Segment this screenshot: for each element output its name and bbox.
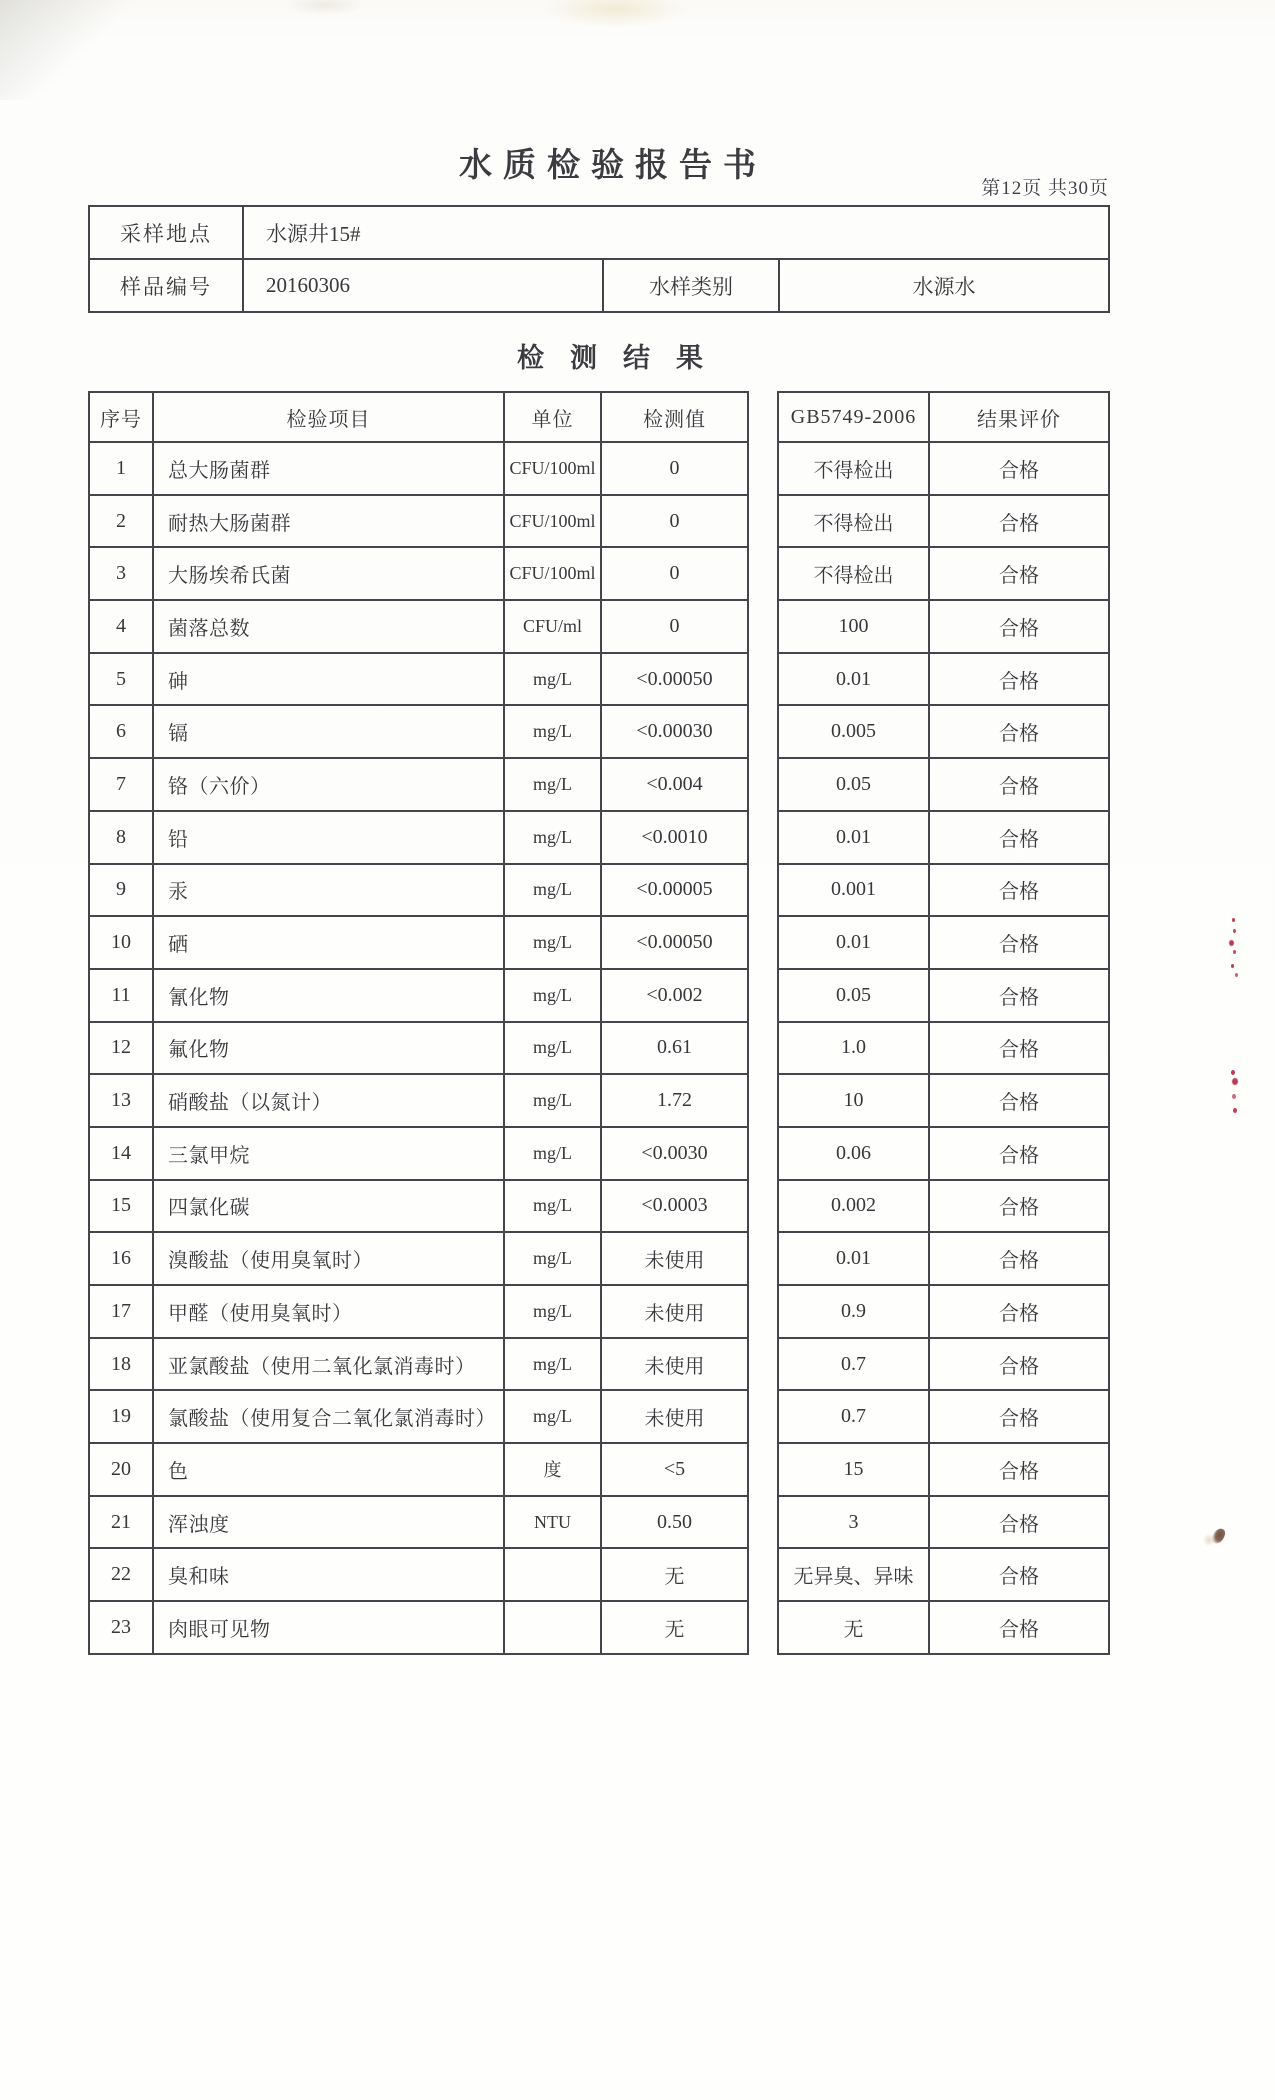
value-cell: <0.0030 — [601, 1127, 748, 1180]
unit-cell: mg/L — [504, 916, 601, 969]
page-indicator: 第12页 共30页 — [981, 178, 1109, 199]
item-cell: 浑浊度 — [153, 1496, 504, 1549]
result-cell: 合格 — [929, 916, 1109, 969]
result-row-right — [778, 1548, 1109, 1601]
value-cell: 未使用 — [601, 1338, 748, 1391]
value-cell: 0 — [601, 495, 748, 548]
sample-number-label: 样品编号 — [89, 259, 243, 312]
item-cell: 四氯化碳 — [153, 1180, 504, 1233]
result-row-right — [778, 916, 1109, 969]
result-row-left — [89, 1443, 748, 1496]
result-row-left — [89, 1338, 748, 1391]
sample-info-table — [88, 205, 1110, 313]
result-row-right — [778, 1022, 1109, 1075]
row-no-cell: 16 — [89, 1232, 153, 1285]
sampling-location-label: 采样地点 — [89, 206, 243, 259]
unit-cell: CFU/100ml — [504, 547, 601, 600]
value-cell: 0 — [601, 600, 748, 653]
result-row-right — [778, 547, 1109, 600]
row-no-cell: 4 — [89, 600, 153, 653]
unit-cell: mg/L — [504, 653, 601, 706]
row-no-cell: 6 — [89, 705, 153, 758]
red-ink-speck-cluster — [1232, 918, 1235, 922]
result-row-left — [89, 653, 748, 706]
result-row-right — [778, 442, 1109, 495]
result-cell: 合格 — [929, 547, 1109, 600]
result-row-left — [89, 495, 748, 548]
unit-cell: mg/L — [504, 705, 601, 758]
item-cell: 色 — [153, 1443, 504, 1496]
result-row-right — [778, 1496, 1109, 1549]
result-row-left — [89, 811, 748, 864]
result-row-right — [778, 1127, 1109, 1180]
row-no-cell: 19 — [89, 1390, 153, 1443]
result-cell: 合格 — [929, 1443, 1109, 1496]
unit-cell: mg/L — [504, 1074, 601, 1127]
unit-cell: mg/L — [504, 1390, 601, 1443]
scan-corner-shade — [0, 0, 150, 100]
item-cell: 溴酸盐（使用臭氧时） — [153, 1232, 504, 1285]
scan-smudge — [540, 0, 690, 28]
result-row-left — [89, 1390, 748, 1443]
row-no-cell: 10 — [89, 916, 153, 969]
limit-cell: 0.01 — [778, 1232, 929, 1285]
item-cell: 铬（六价） — [153, 758, 504, 811]
item-cell: 肉眼可见物 — [153, 1601, 504, 1654]
row-no-cell: 21 — [89, 1496, 153, 1549]
unit-cell: CFU/100ml — [504, 495, 601, 548]
result-row-right — [778, 811, 1109, 864]
row-no-cell: 18 — [89, 1338, 153, 1391]
result-row-left — [89, 1548, 748, 1601]
result-row-right — [778, 758, 1109, 811]
results-header-row-left — [89, 392, 748, 442]
result-row-left — [89, 1601, 748, 1654]
unit-cell: NTU — [504, 1496, 601, 1549]
item-cell: 总大肠菌群 — [153, 442, 504, 495]
result-cell: 合格 — [929, 1338, 1109, 1391]
item-cell: 硒 — [153, 916, 504, 969]
result-row-right — [778, 653, 1109, 706]
unit-cell: mg/L — [504, 1022, 601, 1075]
results-table-right — [777, 391, 1110, 1655]
row-no-cell: 15 — [89, 1180, 153, 1233]
limit-cell: 不得检出 — [778, 495, 929, 548]
value-cell: <0.002 — [601, 969, 748, 1022]
header-evaluation: 结果评价 — [929, 392, 1109, 442]
row-no-cell: 13 — [89, 1074, 153, 1127]
unit-cell: mg/L — [504, 1285, 601, 1338]
result-row-right — [778, 1285, 1109, 1338]
row-no-cell: 17 — [89, 1285, 153, 1338]
result-row-left — [89, 1022, 748, 1075]
red-ink-speck-cluster — [1231, 1070, 1235, 1075]
value-cell: 0.61 — [601, 1022, 748, 1075]
result-cell: 合格 — [929, 1601, 1109, 1654]
result-row-left — [89, 864, 748, 917]
row-no-cell: 20 — [89, 1443, 153, 1496]
unit-cell: CFU/100ml — [504, 442, 601, 495]
result-cell: 合格 — [929, 1390, 1109, 1443]
result-cell: 合格 — [929, 864, 1109, 917]
result-cell: 合格 — [929, 495, 1109, 548]
sample-type-value: 水源水 — [779, 259, 1109, 312]
result-row-left — [89, 1285, 748, 1338]
limit-cell: 不得检出 — [778, 442, 929, 495]
limit-cell: 0.002 — [778, 1180, 929, 1233]
result-row-left — [89, 1496, 748, 1549]
header-no: 序号 — [89, 392, 153, 442]
row-no-cell: 7 — [89, 758, 153, 811]
limit-cell: 不得检出 — [778, 547, 929, 600]
header-unit: 单位 — [504, 392, 601, 442]
sample-number-value: 20160306 — [243, 259, 603, 312]
header-value: 检测值 — [601, 392, 748, 442]
result-cell: 合格 — [929, 969, 1109, 1022]
limit-cell: 0.7 — [778, 1390, 929, 1443]
limit-cell: 0.01 — [778, 916, 929, 969]
unit-cell: mg/L — [504, 811, 601, 864]
item-cell: 甲醛（使用臭氧时） — [153, 1285, 504, 1338]
row-no-cell: 22 — [89, 1548, 153, 1601]
limit-cell: 0.001 — [778, 864, 929, 917]
result-row-right — [778, 1074, 1109, 1127]
unit-cell — [504, 1601, 601, 1654]
value-cell: 1.72 — [601, 1074, 748, 1127]
unit-cell: mg/L — [504, 1232, 601, 1285]
row-no-cell: 9 — [89, 864, 153, 917]
result-row-left — [89, 1127, 748, 1180]
result-row-left — [89, 705, 748, 758]
result-cell: 合格 — [929, 1232, 1109, 1285]
result-row-left — [89, 1180, 748, 1233]
limit-cell: 15 — [778, 1443, 929, 1496]
result-row-right — [778, 1601, 1109, 1654]
limit-cell: 100 — [778, 600, 929, 653]
result-row-right — [778, 1180, 1109, 1233]
result-row-left — [89, 547, 748, 600]
value-cell: <0.00005 — [601, 864, 748, 917]
result-row-left — [89, 1074, 748, 1127]
result-row-left — [89, 1232, 748, 1285]
result-row-left — [89, 600, 748, 653]
report-title: 水质检验报告书 — [459, 148, 767, 184]
header-item: 检验项目 — [153, 392, 504, 442]
row-no-cell: 1 — [89, 442, 153, 495]
item-cell: 铅 — [153, 811, 504, 864]
row-no-cell: 3 — [89, 547, 153, 600]
unit-cell: mg/L — [504, 1127, 601, 1180]
value-cell: <0.0010 — [601, 811, 748, 864]
result-row-right — [778, 600, 1109, 653]
item-cell: 硝酸盐（以氮计） — [153, 1074, 504, 1127]
unit-cell: CFU/ml — [504, 600, 601, 653]
sampling-location-value: 水源井15# — [243, 206, 1109, 259]
limit-cell: 0.06 — [778, 1127, 929, 1180]
item-cell: 砷 — [153, 653, 504, 706]
result-row-right — [778, 1338, 1109, 1391]
row-no-cell: 14 — [89, 1127, 153, 1180]
limit-cell: 0.05 — [778, 969, 929, 1022]
limit-cell: 3 — [778, 1496, 929, 1549]
unit-cell: mg/L — [504, 969, 601, 1022]
limit-cell: 0.05 — [778, 758, 929, 811]
limit-cell: 0.01 — [778, 811, 929, 864]
result-cell: 合格 — [929, 442, 1109, 495]
results-table-left — [88, 391, 749, 1655]
row-no-cell: 23 — [89, 1601, 153, 1654]
result-cell: 合格 — [929, 811, 1109, 864]
unit-cell: mg/L — [504, 864, 601, 917]
result-cell: 合格 — [929, 1496, 1109, 1549]
item-cell: 汞 — [153, 864, 504, 917]
result-cell: 合格 — [929, 705, 1109, 758]
value-cell: <0.00050 — [601, 653, 748, 706]
results-left-body — [89, 442, 748, 1654]
item-cell: 臭和味 — [153, 1548, 504, 1601]
value-cell: 未使用 — [601, 1285, 748, 1338]
result-cell: 合格 — [929, 1127, 1109, 1180]
result-row-right — [778, 705, 1109, 758]
info-row-sample — [89, 259, 1109, 312]
value-cell: 未使用 — [601, 1232, 748, 1285]
value-cell: <0.004 — [601, 758, 748, 811]
row-no-cell: 8 — [89, 811, 153, 864]
unit-cell — [504, 1548, 601, 1601]
value-cell: <0.0003 — [601, 1180, 748, 1233]
unit-cell: mg/L — [504, 1180, 601, 1233]
item-cell: 亚氯酸盐（使用二氧化氯消毒时） — [153, 1338, 504, 1391]
info-row-location — [89, 206, 1109, 259]
item-cell: 氰化物 — [153, 969, 504, 1022]
limit-cell: 0.7 — [778, 1338, 929, 1391]
unit-cell: mg/L — [504, 758, 601, 811]
result-row-left — [89, 442, 748, 495]
item-cell: 大肠埃希氏菌 — [153, 547, 504, 600]
result-row-left — [89, 758, 748, 811]
result-cell: 合格 — [929, 1180, 1109, 1233]
value-cell: 无 — [601, 1548, 748, 1601]
result-cell: 合格 — [929, 758, 1109, 811]
result-row-right — [778, 864, 1109, 917]
item-cell: 三氯甲烷 — [153, 1127, 504, 1180]
scan-smudge — [285, 0, 365, 16]
result-row-right — [778, 495, 1109, 548]
header-standard: GB5749-2006 — [778, 392, 929, 442]
item-cell: 镉 — [153, 705, 504, 758]
results-right-body — [778, 442, 1109, 1654]
result-row-left — [89, 969, 748, 1022]
row-no-cell: 5 — [89, 653, 153, 706]
limit-cell: 0.9 — [778, 1285, 929, 1338]
item-cell: 氟化物 — [153, 1022, 504, 1075]
result-cell: 合格 — [929, 1548, 1109, 1601]
row-no-cell: 2 — [89, 495, 153, 548]
result-cell: 合格 — [929, 653, 1109, 706]
limit-cell: 无异臭、异味 — [778, 1548, 929, 1601]
row-no-cell: 11 — [89, 969, 153, 1022]
limit-cell: 10 — [778, 1074, 929, 1127]
value-cell: <0.00050 — [601, 916, 748, 969]
result-row-left — [89, 916, 748, 969]
item-cell: 耐热大肠菌群 — [153, 495, 504, 548]
results-header-row-right — [778, 392, 1109, 442]
value-cell: <0.00030 — [601, 705, 748, 758]
item-cell: 氯酸盐（使用复合二氧化氯消毒时） — [153, 1390, 504, 1443]
sample-type-label: 水样类别 — [603, 259, 779, 312]
result-row-right — [778, 969, 1109, 1022]
result-cell: 合格 — [929, 600, 1109, 653]
unit-cell: 度 — [504, 1443, 601, 1496]
result-cell: 合格 — [929, 1022, 1109, 1075]
result-cell: 合格 — [929, 1285, 1109, 1338]
limit-cell: 无 — [778, 1601, 929, 1654]
value-cell: 无 — [601, 1601, 748, 1654]
result-row-right — [778, 1390, 1109, 1443]
unit-cell: mg/L — [504, 1338, 601, 1391]
value-cell: 0 — [601, 442, 748, 495]
value-cell: 0.50 — [601, 1496, 748, 1549]
limit-cell: 0.01 — [778, 653, 929, 706]
item-cell: 菌落总数 — [153, 600, 504, 653]
value-cell: 0 — [601, 547, 748, 600]
row-no-cell: 12 — [89, 1022, 153, 1075]
result-cell: 合格 — [929, 1074, 1109, 1127]
section-title: 检测结果 — [517, 343, 729, 373]
value-cell: <5 — [601, 1443, 748, 1496]
limit-cell: 0.005 — [778, 705, 929, 758]
result-row-right — [778, 1443, 1109, 1496]
value-cell: 未使用 — [601, 1390, 748, 1443]
result-row-right — [778, 1232, 1109, 1285]
limit-cell: 1.0 — [778, 1022, 929, 1075]
